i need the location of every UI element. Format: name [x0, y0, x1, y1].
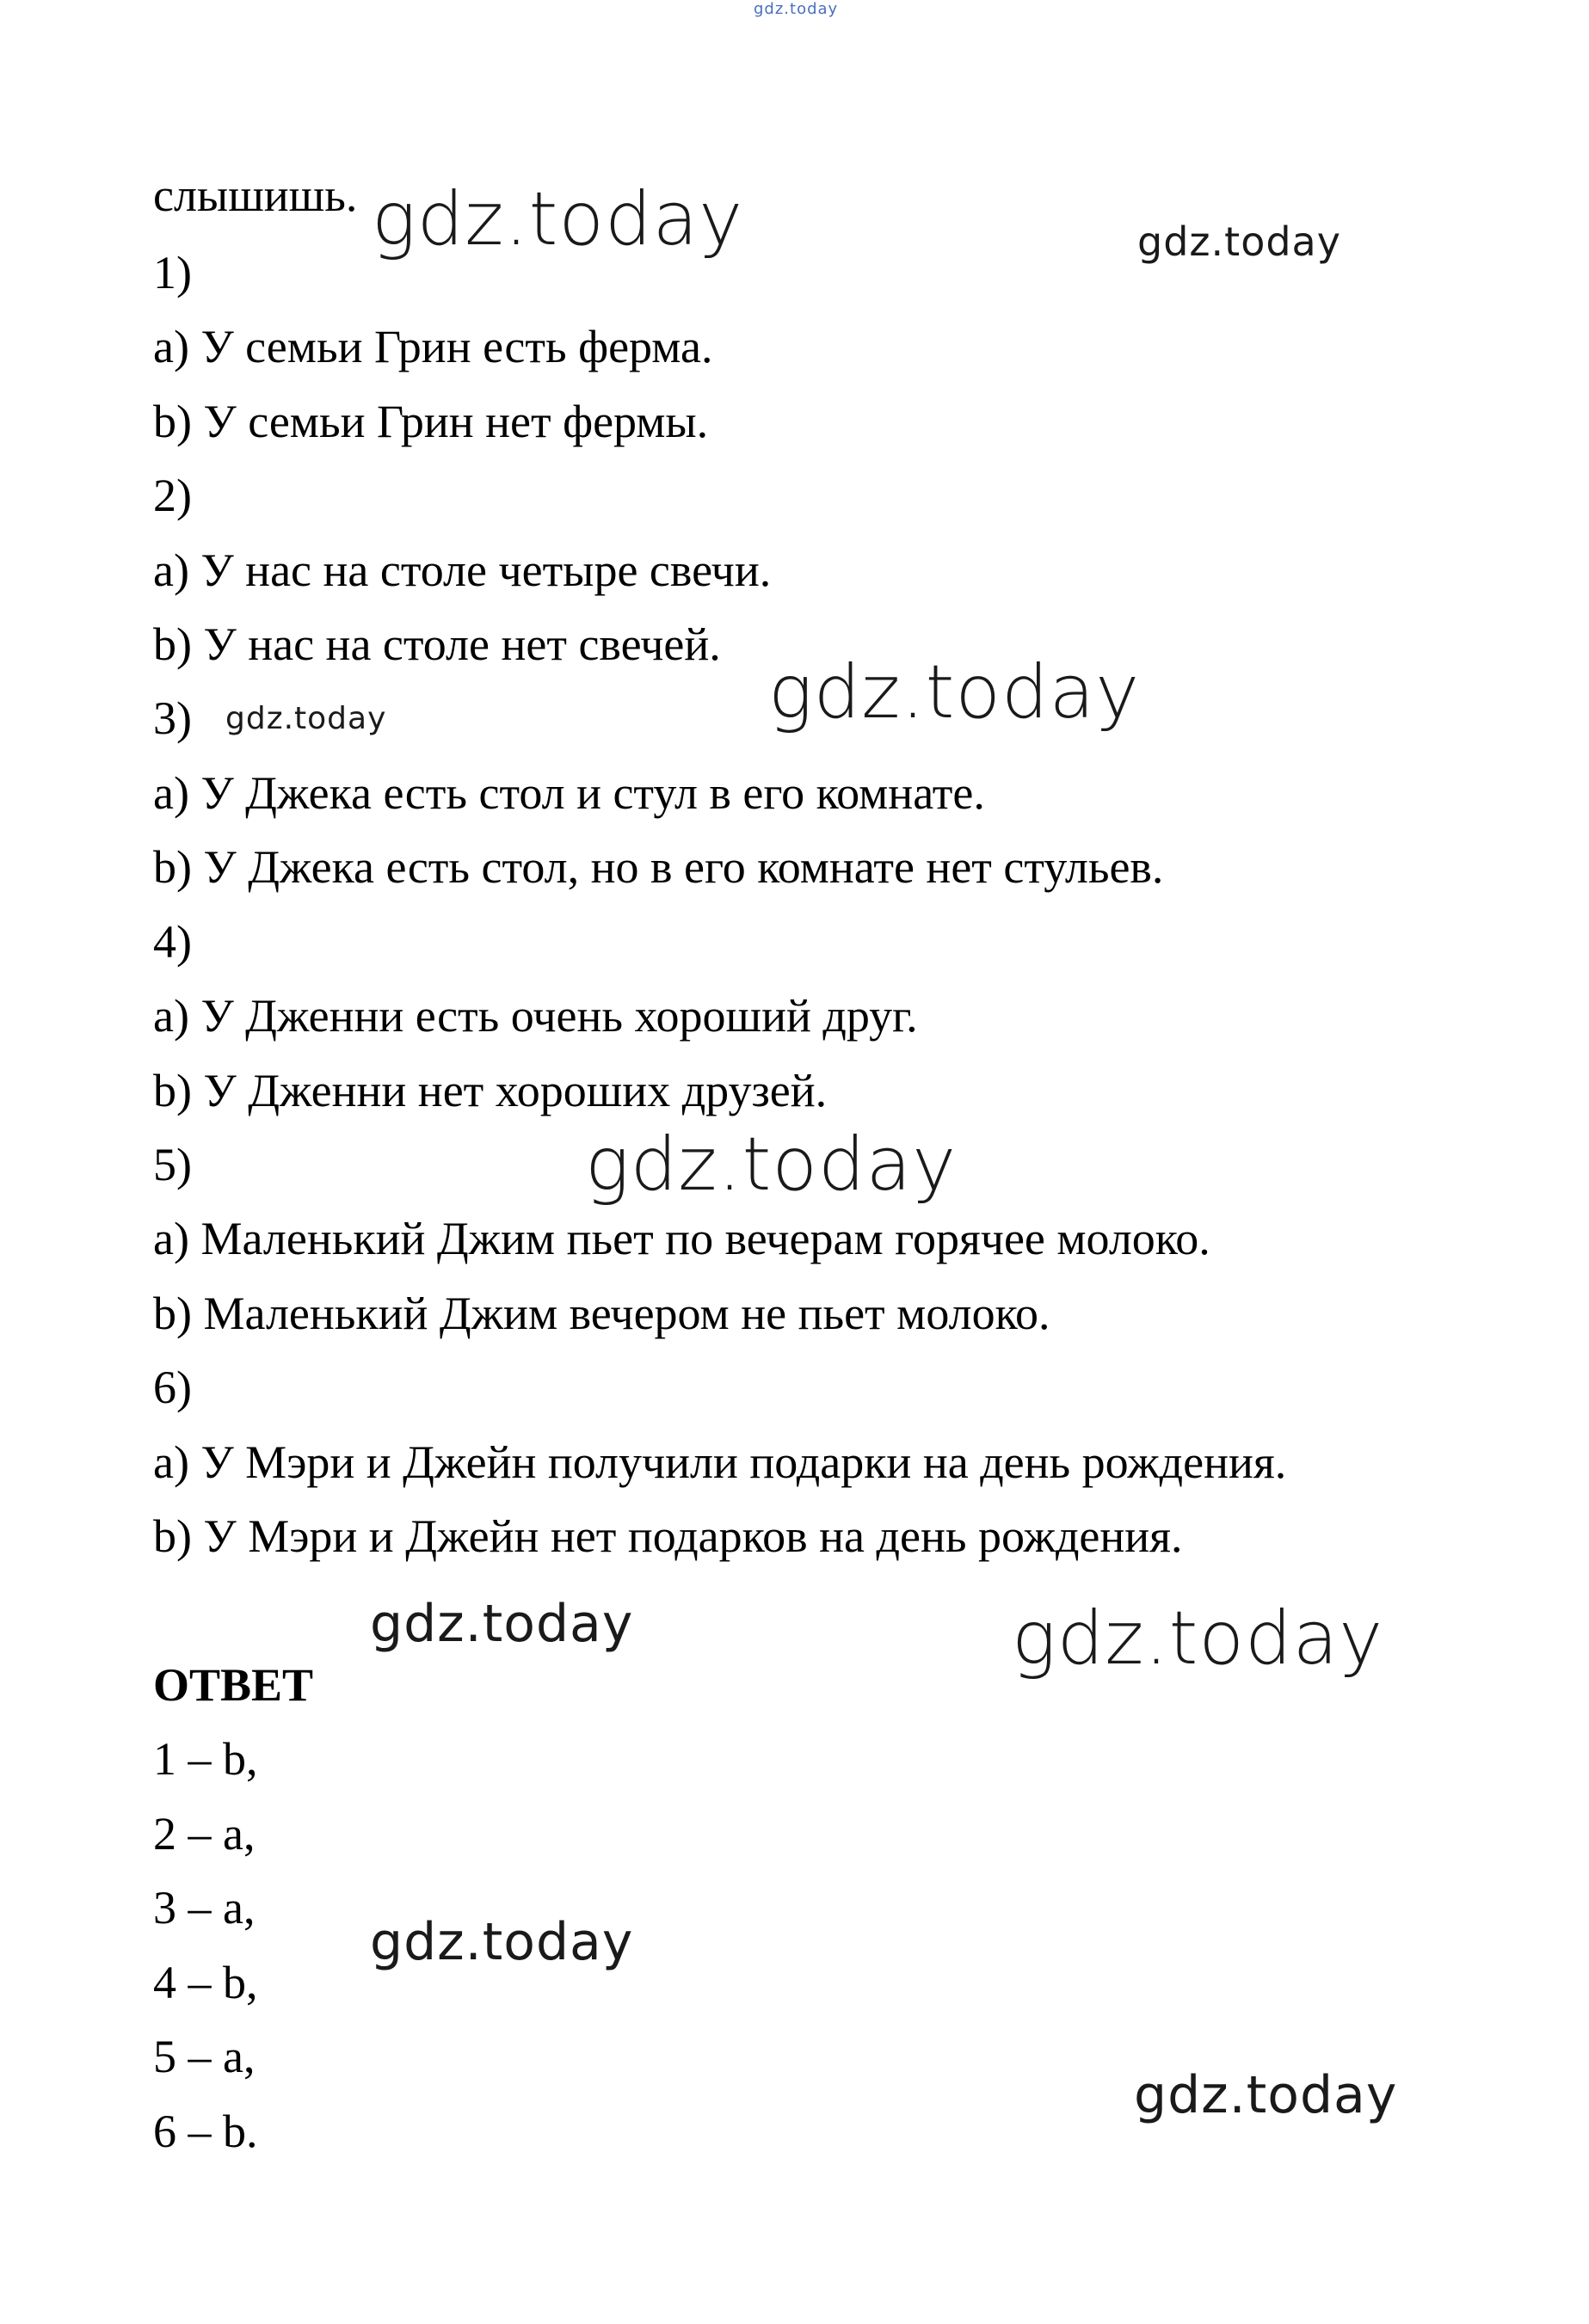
watermark: gdz.today [225, 701, 387, 736]
option-b: b) У нас на столе нет свечей. [153, 618, 721, 670]
option-b: b) У Мэри и Джейн нет подарков на день рождения. [153, 1510, 1183, 1562]
watermark: gdz.today [1012, 1595, 1384, 1682]
answer-item: 4 – b, [153, 1957, 258, 2008]
question-number: 1) [153, 247, 192, 298]
watermark: gdz.today [1134, 2065, 1398, 2125]
option-a: а) Маленький Джим пьет по вечерам горячее молоко. [153, 1213, 1210, 1264]
question-number: 3) [153, 692, 192, 744]
watermark: gdz.today [372, 176, 744, 262]
option-b: b) Маленький Джим вечером не пьет молоко. [153, 1288, 1050, 1339]
question-number: 4) [153, 916, 192, 968]
option-b: b) У семьи Грин нет фермы. [153, 396, 709, 447]
answer-heading: ОТВЕТ [153, 1659, 314, 1711]
answer-item: 6 – b. [153, 2106, 258, 2157]
option-a: а) У семьи Грин есть ферма. [153, 321, 713, 372]
question-number: 6) [153, 1362, 192, 1413]
option-a: а) У Дженни есть очень хороший друг. [153, 990, 918, 1042]
option-b: b) У Дженни нет хороших друзей. [153, 1065, 828, 1116]
answer-item: 1 – b, [153, 1733, 258, 1785]
watermark: gdz.today [585, 1122, 958, 1208]
option-b: b) У Джека есть стол, но в его комнате нет стульев. [153, 841, 1164, 893]
watermark: gdz.today [768, 649, 1141, 735]
watermark: gdz.today [370, 1594, 634, 1654]
watermark: gdz.today [1137, 218, 1341, 265]
text-line: слышишь. [153, 169, 358, 221]
watermark: gdz.today [370, 1912, 634, 1972]
question-number: 2) [153, 470, 192, 521]
answer-item: 2 – a, [153, 1808, 256, 1860]
option-a: а) У нас на столе четыре свечи. [153, 544, 772, 596]
answer-item: 5 – a, [153, 2031, 256, 2082]
top-watermark: gdz.today [754, 0, 839, 18]
option-a: а) У Мэри и Джейн получили подарки на день рождения. [153, 1436, 1287, 1488]
option-a: а) У Джека есть стол и стул в его комнате. [153, 767, 985, 819]
answer-item: 3 – a, [153, 1882, 256, 1934]
question-number: 5) [153, 1139, 192, 1190]
